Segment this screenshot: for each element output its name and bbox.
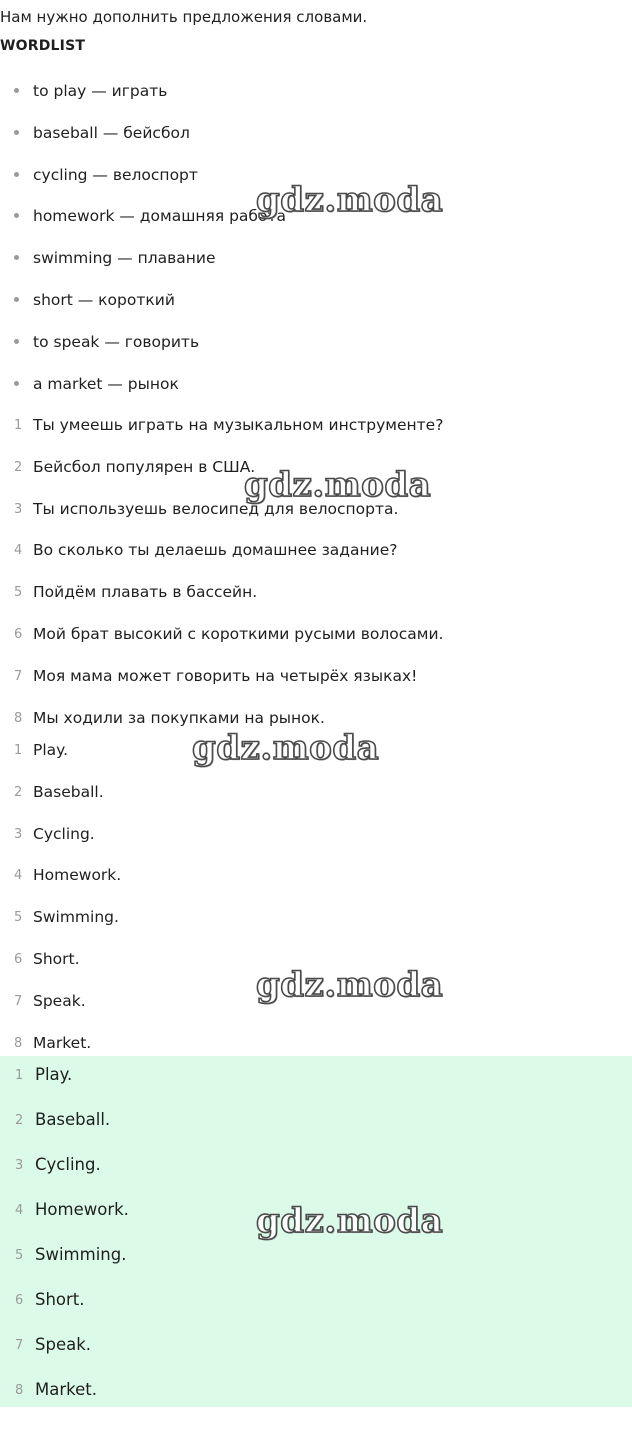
answer-item	[0, 904, 632, 946]
watermark: gdz.moda	[256, 965, 444, 1005]
bullet-icon	[14, 130, 19, 135]
answer-box-item	[0, 1101, 632, 1146]
watermark: gdz.moda	[192, 728, 380, 768]
answer-box-item	[0, 1371, 632, 1416]
item-number: 7	[14, 993, 23, 1009]
item-number: 2	[15, 1113, 24, 1128]
bullet-icon	[14, 381, 19, 386]
answer-box-item	[0, 1281, 632, 1326]
watermark: gdz.moda	[256, 180, 444, 220]
item-number: 3	[14, 826, 23, 842]
sentence-text: Ты используешь велосипед для велоспорта.	[33, 499, 399, 518]
item-number: 4	[15, 1203, 24, 1218]
answer-text: Swimming.	[33, 908, 119, 927]
sentence-text: Мой брат высокий с короткими русыми волосами.	[33, 624, 444, 643]
wordlist-item-text: baseball — бейсбол	[33, 123, 190, 142]
answer-text: Homework.	[33, 866, 122, 885]
item-number: 8	[14, 1035, 23, 1051]
sentence-item	[0, 621, 632, 663]
watermark: gdz.moda	[244, 465, 432, 505]
wordlist-item-text: cycling — велоспорт	[33, 165, 198, 184]
answer-box-item	[0, 1326, 632, 1371]
item-number: 3	[14, 501, 23, 517]
item-number: 1	[14, 418, 23, 433]
bullet-icon	[14, 255, 19, 260]
answer-box-text: Swimming.	[35, 1245, 127, 1264]
wordlist-heading: WORDLIST	[0, 38, 86, 54]
answer-box-text: Cycling.	[35, 1155, 101, 1174]
answer-box-text: Market.	[35, 1380, 97, 1399]
answer-box-item	[0, 1236, 632, 1281]
answer-list	[0, 737, 632, 1071]
answer-box-text: Speak.	[35, 1335, 92, 1354]
wordlist-item-text: homework — домашняя работа	[33, 207, 286, 226]
answer-box-text: Short.	[35, 1290, 85, 1309]
answer-item	[0, 779, 632, 821]
wordlist-item	[0, 371, 632, 413]
answer-box-text: Play.	[35, 1065, 73, 1084]
item-number: 6	[14, 626, 23, 642]
item-number: 4	[14, 868, 23, 884]
wordlist	[0, 78, 632, 412]
answer-text: Speak.	[33, 991, 86, 1010]
sentence-text: Пойдём плавать в бассейн.	[33, 583, 258, 602]
sentence-text: Моя мама может говорить на четырёх языках!	[33, 666, 418, 685]
sentence-text: Мы ходили за покупками на рынок.	[33, 708, 325, 727]
intro-text: Нам нужно дополнить предложения словами.	[0, 8, 368, 26]
item-number: 7	[15, 1338, 24, 1353]
item-number: 6	[15, 1293, 24, 1308]
sentence-text: Бейсбол популярен в США.	[33, 457, 256, 476]
sentence-item	[0, 663, 632, 705]
wordlist-item-text: short — короткий	[33, 290, 175, 309]
item-number: 5	[15, 1248, 24, 1263]
item-number: 1	[14, 743, 23, 758]
item-number: 4	[14, 543, 23, 559]
item-number: 3	[15, 1158, 24, 1173]
watermark: gdz.moda	[256, 1201, 444, 1241]
answer-item	[0, 862, 632, 904]
item-number: 2	[14, 459, 23, 475]
item-number: 8	[15, 1383, 24, 1398]
bullet-icon	[14, 88, 19, 93]
bullet-icon	[14, 339, 19, 344]
item-number: 8	[14, 710, 23, 726]
sentence-item	[0, 537, 632, 579]
sentence-list	[0, 412, 632, 746]
item-number: 5	[14, 910, 23, 926]
wordlist-item	[0, 329, 632, 371]
answer-text: Short.	[33, 949, 80, 968]
wordlist-item	[0, 287, 632, 329]
answer-box-item	[0, 1056, 632, 1101]
answer-text: Market.	[33, 1033, 92, 1052]
bullet-icon	[14, 297, 19, 302]
wordlist-item	[0, 78, 632, 120]
wordlist-item-text: swimming — плавание	[33, 249, 216, 268]
sentence-text: Ты умеешь играть на музыкальном инструменте?	[33, 416, 444, 434]
wordlist-item	[0, 245, 632, 287]
item-number: 6	[14, 951, 23, 967]
wordlist-item-text: a market — рынок	[33, 374, 179, 393]
answer-item	[0, 821, 632, 863]
item-number: 5	[14, 585, 23, 601]
answer-text: Play.	[33, 741, 69, 759]
wordlist-item-text: to play — играть	[33, 82, 168, 100]
answer-box-text: Baseball.	[35, 1110, 111, 1129]
answer-text: Baseball.	[33, 782, 104, 801]
answer-box-text: Homework.	[35, 1200, 129, 1219]
sentence-item	[0, 412, 632, 454]
item-number: 1	[15, 1068, 24, 1083]
answer-box-item	[0, 1146, 632, 1191]
wordlist-item-text: to speak — говорить	[33, 332, 200, 351]
bullet-icon	[14, 213, 19, 218]
sentence-text: Во сколько ты делаешь домашнее задание?	[33, 541, 398, 560]
wordlist-item	[0, 120, 632, 162]
bullet-icon	[14, 172, 19, 177]
item-number: 7	[14, 668, 23, 684]
item-number: 2	[14, 784, 23, 800]
answer-text: Cycling.	[33, 824, 95, 843]
sentence-item	[0, 579, 632, 621]
